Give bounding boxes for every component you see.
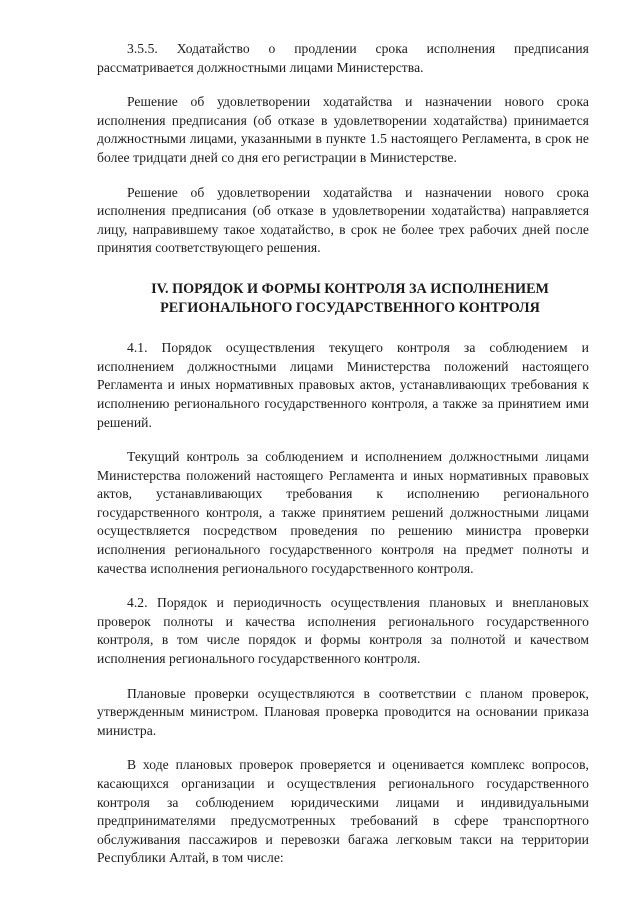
document-page xyxy=(97,40,589,868)
section-heading-line-1: IV. ПОРЯДОК И ФОРМЫ КОНТРОЛЯ ЗА ИСПОЛНЕНИЕМ xyxy=(151,280,549,297)
paragraph-inspection-scope: В ходе плановых проверок проверяется и оценивается комплекс вопросов, касающихся организации и осуществления регионального государственного контроля за соблюдением юридическими лицами и индивидуальными предпринимателями предусмотренных требований в сфере транспортного обслуживания пассажиров и перевозки багажа легковым такси на территории Республики Алтай, в том числе: xyxy=(97,757,589,866)
section-heading-line-2: РЕГИОНАЛЬНОГО ГОСУДАРСТВЕННОГО КОНТРОЛЯ xyxy=(160,299,540,316)
paragraph-decision-accepted: Решение об удовлетворении ходатайства и назначении нового срока исполнения предписания (об отказе в удовлетворении ходатайства) принимается должностными лицами, указанными в пункте 1.5 настоящего Регламента, в срок не более тридцати дней со дня его регистрации в Министерстве. xyxy=(97,94,589,165)
paragraph-4-2: 4.2. Порядок и периодичность осуществления плановых и внеплановых проверок полноты и качества исполнения регионального государственного контроля, в том числе порядок и формы контроля за полнотой и качеством исполнения регионального государственного контроля. xyxy=(97,595,589,667)
paragraph-3-5-5: 3.5.5. Ходатайство о продлении срока исполнения предписания рассматривается должностными лицами Министерства. xyxy=(97,41,589,75)
paragraph-planned-inspections: Плановые проверки осуществляются в соответствии с планом проверок, утвержденным министром. Плановая проверка проводится на основании приказа министра. xyxy=(97,685,589,738)
section-heading xyxy=(97,280,589,317)
paragraph-decision-sent: Решение об удовлетворении ходатайства и назначении нового срока исполнения предписания (об отказе в удовлетворении ходатайства) направляется лицу, направившему такое ходатайство, в срок не более трех рабочих дней после принятия соответствующего решения. xyxy=(97,184,589,256)
paragraph-4-1: 4.1. Порядок осуществления текущего контроля за соблюдением и исполнением должностными лицами Министерства положений настоящего Регламента и иных нормативных правовых актов, устанавливающих требования к исполнению регионального государственного контроля, а также за принятием ими решений. xyxy=(97,340,589,430)
paragraph-current-control: Текущий контроль за соблюдением и исполнением должностными лицами Министерства положений настоящего Регламента и иных нормативных правовых актов, устанавливающих требования к исполнению регионального государственного контроля, а также принятием решений должностными лицами осуществляется посредством проведения по решению министра проверки исполнения регионального государственного контроля на предмет полноты и качества исполнения регионального государственного контроля. xyxy=(97,449,589,576)
